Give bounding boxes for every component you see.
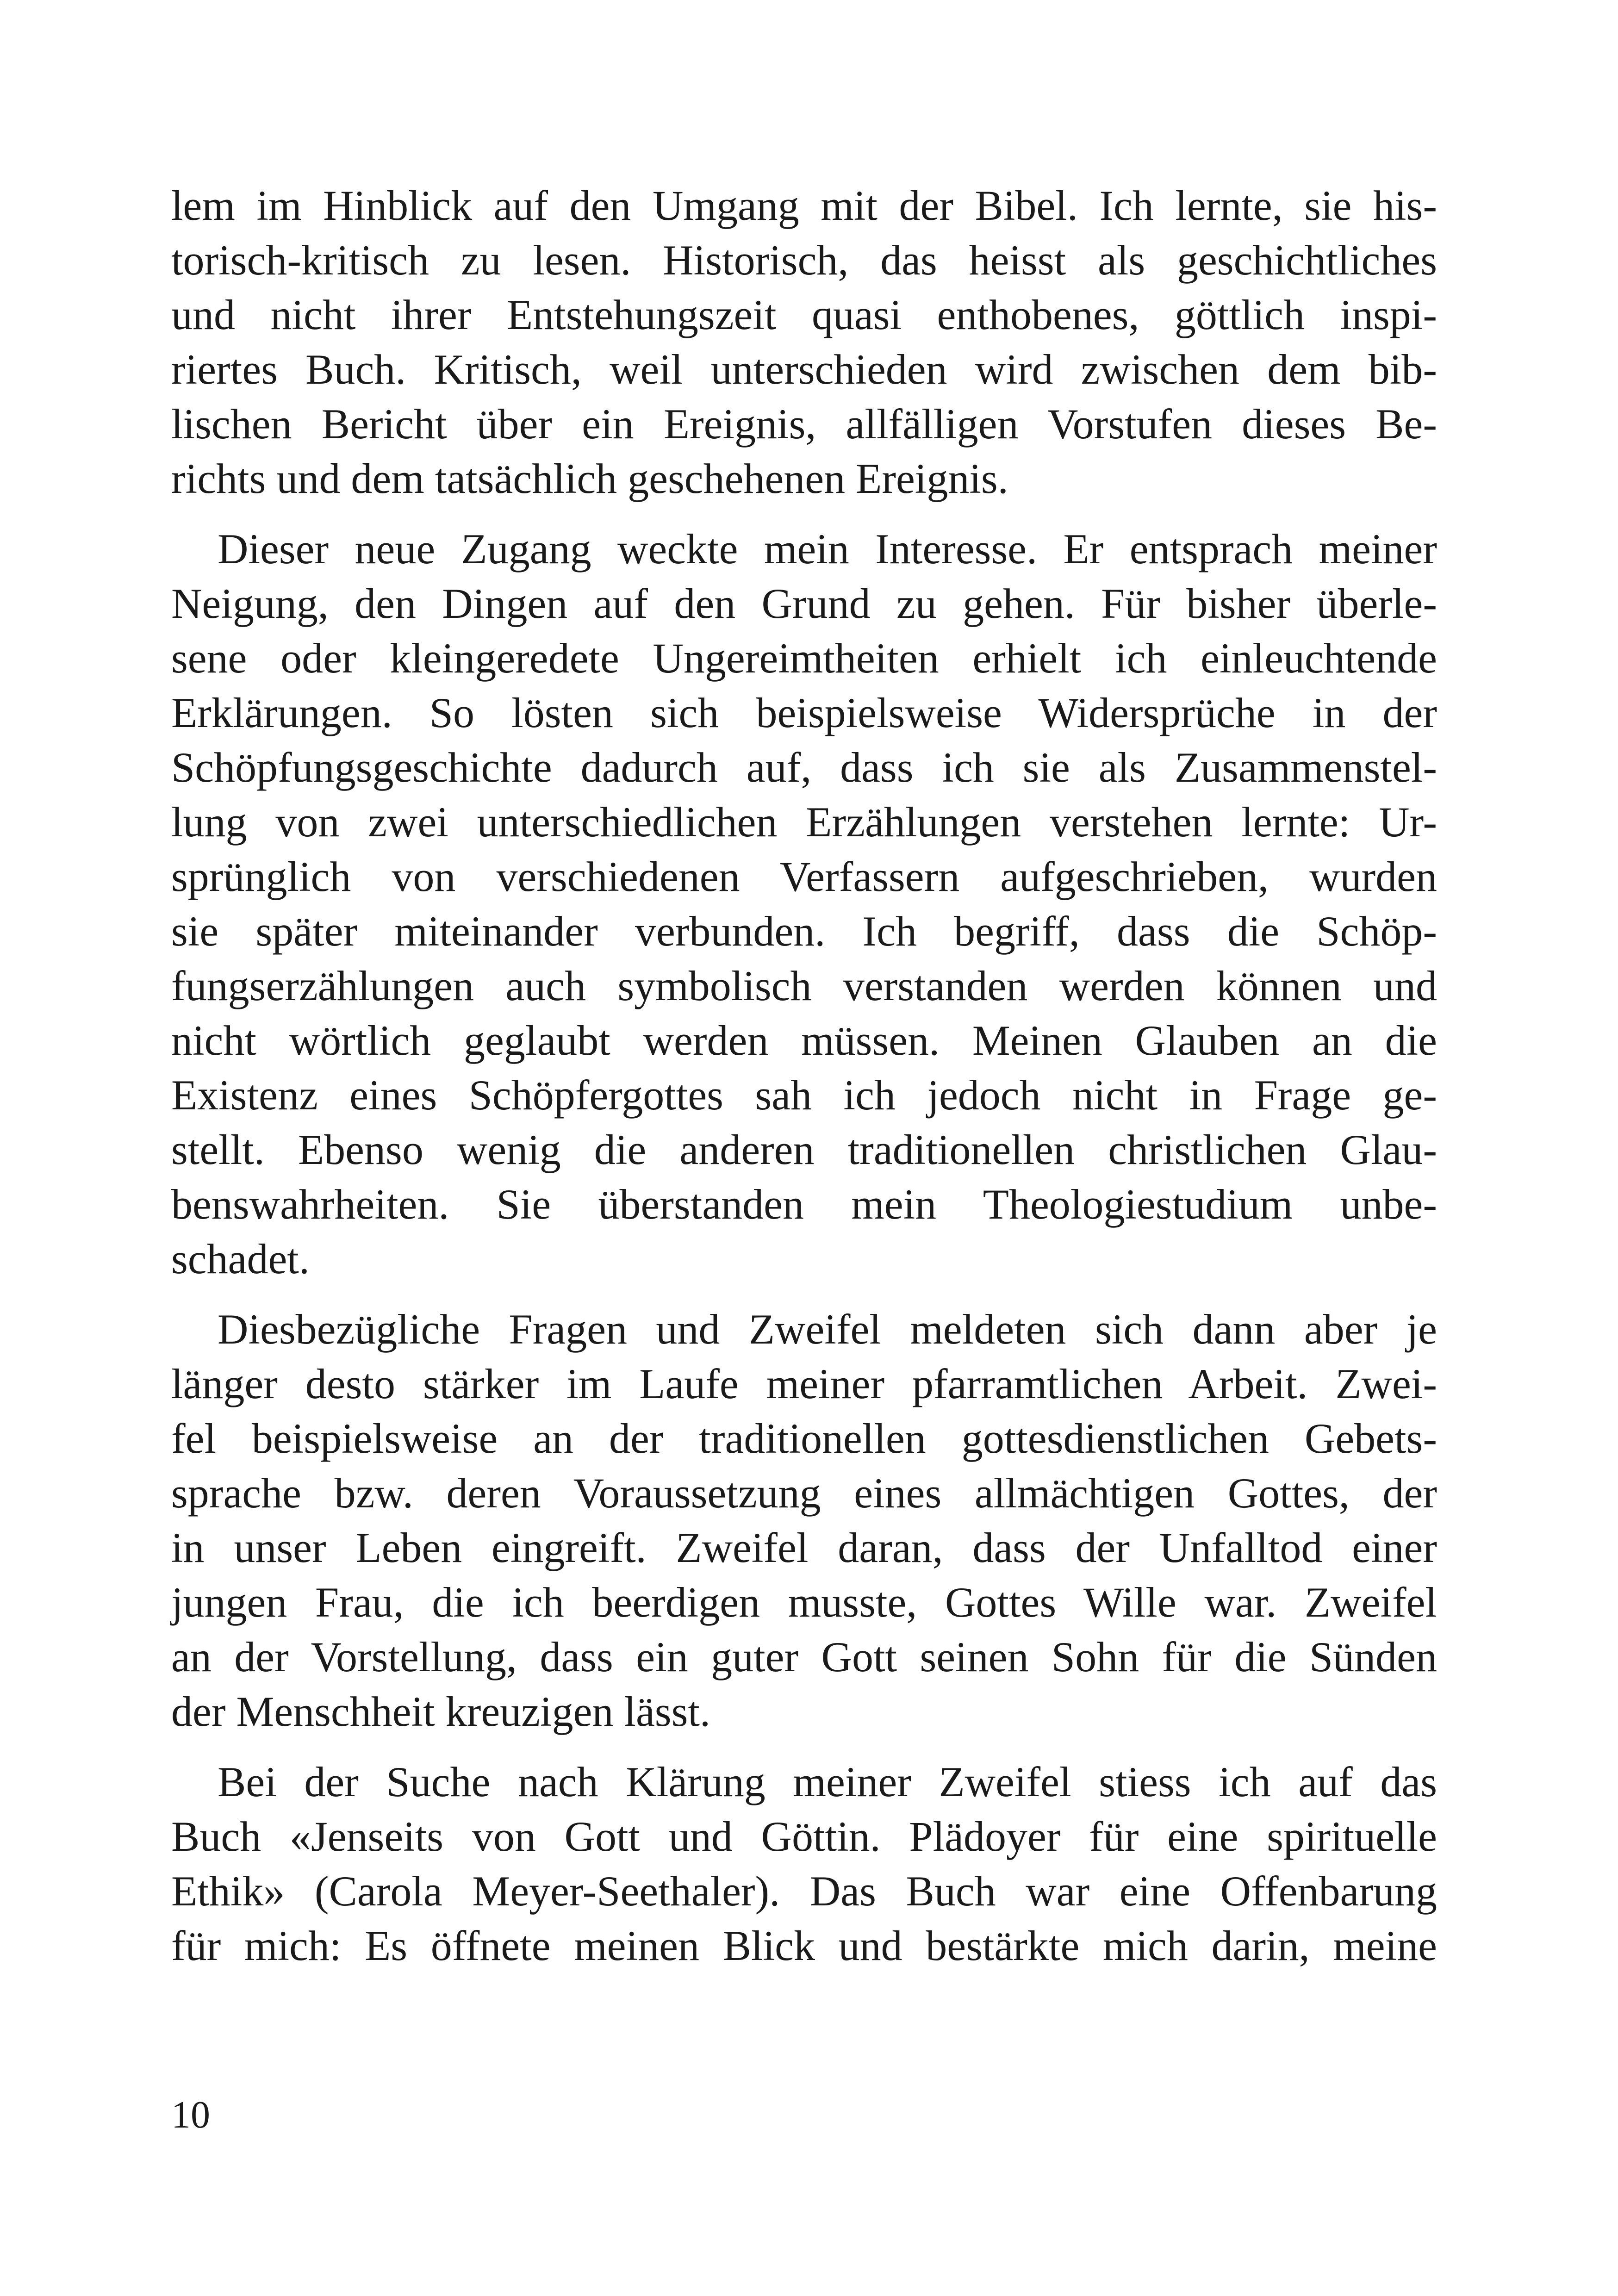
text-line: Ethik» (Carola Meyer-Seethaler). Das Buch war eine Offenbarung: [171, 1867, 1437, 1915]
page-number: 10: [171, 2093, 210, 2136]
paragraph-2: [171, 522, 1437, 1286]
text-line: schadet.: [171, 1235, 310, 1282]
text-line: Bei der Suche nach Klärung meiner Zweifel stiess ich auf das: [218, 1758, 1437, 1805]
text-line: benswahrheiten. Sie überstanden mein Theologiestudium unbe-: [171, 1181, 1437, 1228]
text-line: Dieser neue Zugang weckte mein Interesse. Er entsprach meiner: [218, 525, 1437, 572]
text-line: riertes Buch. Kritisch, weil unterschieden wird zwischen dem bib-: [171, 346, 1437, 393]
text-line: sprünglich von verschiedenen Verfassern aufgeschrieben, wurden: [171, 853, 1437, 900]
text-line: torisch-kritisch zu lesen. Historisch, das heisst als geschichtliches: [171, 236, 1437, 284]
text-line: jungen Frau, die ich beerdigen musste, Gottes Wille war. Zweifel: [171, 1579, 1437, 1626]
text-line: lung von zwei unterschiedlichen Erzählungen verstehen lernte: Ur-: [171, 798, 1437, 846]
text-line: sene oder kleingeredete Ungereimtheiten erhielt ich einleuchtende: [171, 635, 1437, 682]
paragraph-3: [171, 1302, 1437, 1739]
text-line: an der Vorstellung, dass ein guter Gott seinen Sohn für die Sünden: [171, 1633, 1437, 1680]
text-line: lem im Hinblick auf den Umgang mit der Bibel. Ich lernte, sie his-: [171, 182, 1437, 229]
text-line: und nicht ihrer Entstehungszeit quasi enthobenes, göttlich inspi-: [171, 291, 1437, 338]
text-line: lischen Bericht über ein Ereignis, allfälligen Vorstufen dieses Be-: [171, 400, 1437, 448]
text-line: länger desto stärker im Laufe meiner pfarramtlichen Arbeit. Zwei-: [171, 1360, 1437, 1407]
text-line: stellt. Ebenso wenig die anderen traditionellen christlichen Glau-: [171, 1126, 1437, 1173]
text-line: Neigung, den Dingen auf den Grund zu gehen. Für bisher überle-: [171, 580, 1437, 627]
text-line: fel beispielsweise an der traditionellen gottesdienstlichen Gebets-: [171, 1415, 1437, 1462]
text-line: Erklärungen. So lösten sich beispielsweise Widersprüche in der: [171, 689, 1437, 736]
body-text: [171, 178, 1437, 1989]
text-line: Existenz eines Schöpfergottes sah ich jedoch nicht in Frage ge-: [171, 1071, 1437, 1119]
text-line: sprache bzw. deren Voraussetzung eines allmächtigen Gottes, der: [171, 1469, 1437, 1517]
text-line: in unser Leben eingreift. Zweifel daran, dass der Unfalltod einer: [171, 1524, 1437, 1571]
paragraph-1: [171, 178, 1437, 506]
text-line: für mich: Es öffnete meinen Blick und bestärkte mich darin, meine: [171, 1922, 1437, 1969]
text-line: nicht wörtlich geglaubt werden müssen. Meinen Glauben an die: [171, 1017, 1437, 1064]
text-line: fungserzählungen auch symbolisch verstanden werden können und: [171, 962, 1437, 1009]
paragraph-4: [171, 1755, 1437, 1973]
text-line: Diesbezügliche Fragen und Zweifel meldeten sich dann aber je: [218, 1306, 1437, 1353]
text-line: der Menschheit kreuzigen lässt.: [171, 1688, 710, 1735]
text-line: richts und dem tatsächlich geschehenen Ereignis.: [171, 455, 1008, 502]
text-line: sie später miteinander verbunden. Ich begriff, dass die Schöp-: [171, 908, 1437, 955]
text-line: Schöpfungsgeschichte dadurch auf, dass ich sie als Zusammenstel-: [171, 744, 1437, 791]
text-line: Buch «Jenseits von Gott und Göttin. Plädoyer für eine spirituelle: [171, 1813, 1437, 1860]
